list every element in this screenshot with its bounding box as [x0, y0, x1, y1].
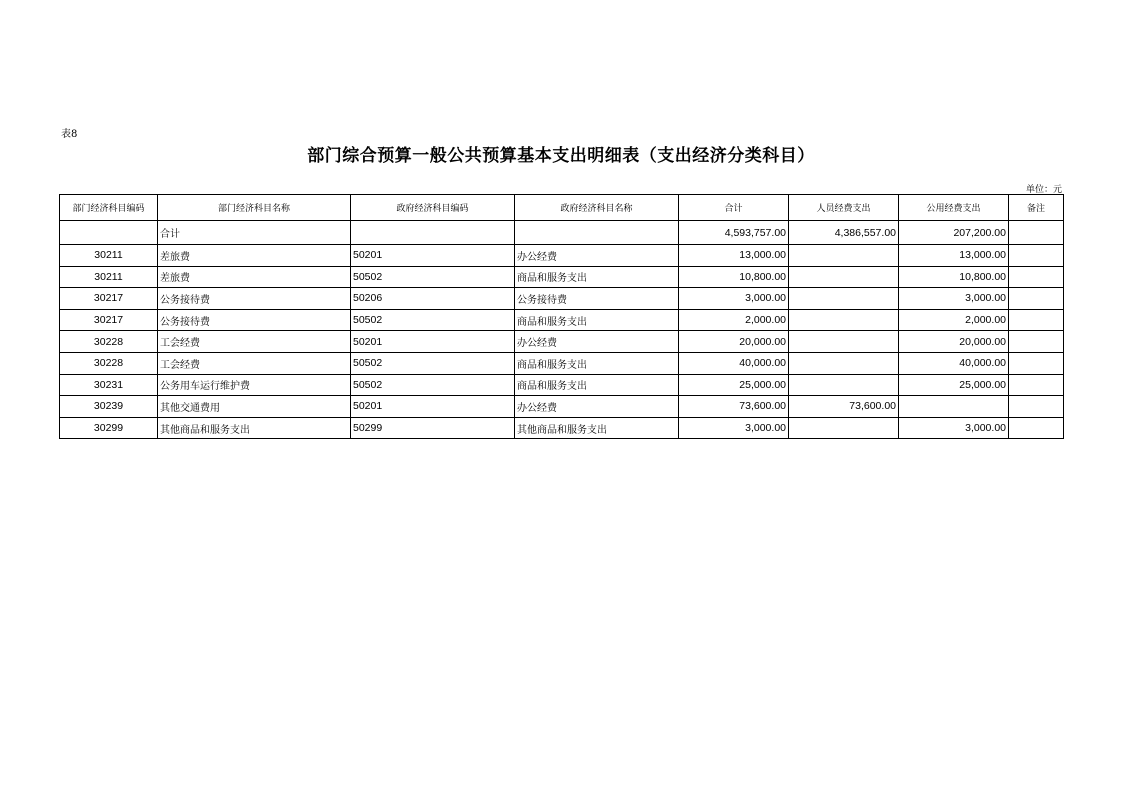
cell-gov-name: 商品和服务支出 — [515, 309, 679, 331]
cell-gov-name: 商品和服务支出 — [515, 352, 679, 374]
cell-public: 13,000.00 — [899, 245, 1009, 267]
header-total: 合计 — [679, 195, 789, 221]
cell-gov-name: 办公经费 — [515, 396, 679, 418]
cell-gov-code: 50502 — [351, 309, 515, 331]
table-row — [60, 396, 1064, 418]
cell-dept-name: 公务用车运行维护费 — [158, 374, 351, 396]
table-row — [60, 331, 1064, 353]
unit-label: 单位：元 — [1025, 185, 1062, 195]
cell-dept-name: 公务接待费 — [158, 288, 351, 310]
header-dept-code: 部门经济科目编码 — [60, 195, 158, 221]
cell-total: 2,000.00 — [679, 309, 789, 331]
cell-public: 207,200.00 — [899, 221, 1009, 245]
cell-public: 20,000.00 — [899, 331, 1009, 353]
cell-note — [1009, 352, 1064, 374]
table-row — [60, 245, 1064, 267]
cell-gov-name: 其他商品和服务支出 — [515, 417, 679, 439]
table-row — [60, 417, 1064, 439]
cell-personnel — [789, 309, 899, 331]
cell-personnel: 4,386,557.00 — [789, 221, 899, 245]
cell-dept-code: 30228 — [60, 352, 158, 374]
cell-dept-code: 30231 — [60, 374, 158, 396]
cell-total: 10,800.00 — [679, 266, 789, 288]
cell-dept-name: 其他交通费用 — [158, 396, 351, 418]
cell-total: 3,000.00 — [679, 417, 789, 439]
table-row — [60, 374, 1064, 396]
cell-gov-code: 50502 — [351, 352, 515, 374]
cell-gov-code: 50502 — [351, 266, 515, 288]
cell-dept-name: 差旅费 — [158, 266, 351, 288]
cell-total: 25,000.00 — [679, 374, 789, 396]
cell-public: 10,800.00 — [899, 266, 1009, 288]
header-gov-name: 政府经济科目名称 — [515, 195, 679, 221]
cell-note — [1009, 331, 1064, 353]
table-row — [60, 288, 1064, 310]
page-title: 部门综合预算一般公共预算基本支出明细表（支出经济分类科目） — [307, 146, 815, 166]
cell-dept-name: 其他商品和服务支出 — [158, 417, 351, 439]
header-gov-code: 政府经济科目编码 — [351, 195, 515, 221]
cell-dept-code: 30211 — [60, 266, 158, 288]
cell-dept-name: 公务接待费 — [158, 309, 351, 331]
cell-dept-code: 30228 — [60, 331, 158, 353]
cell-public: 2,000.00 — [899, 309, 1009, 331]
cell-dept-code: 30211 — [60, 245, 158, 267]
cell-personnel — [789, 288, 899, 310]
cell-dept-name: 工会经费 — [158, 331, 351, 353]
cell-dept-code: 30299 — [60, 417, 158, 439]
cell-public: 40,000.00 — [899, 352, 1009, 374]
cell-dept-name: 差旅费 — [158, 245, 351, 267]
cell-gov-code: 50201 — [351, 396, 515, 418]
cell-note — [1009, 374, 1064, 396]
cell-note — [1009, 221, 1064, 245]
table-row — [60, 309, 1064, 331]
cell-note — [1009, 245, 1064, 267]
total-row — [60, 221, 1064, 245]
cell-total: 3,000.00 — [679, 288, 789, 310]
table-number: 表8 — [61, 129, 78, 140]
header-note: 备注 — [1009, 195, 1064, 221]
cell-note — [1009, 288, 1064, 310]
cell-personnel — [789, 331, 899, 353]
cell-total: 20,000.00 — [679, 331, 789, 353]
cell-dept-code: 30217 — [60, 309, 158, 331]
cell-gov-name — [515, 221, 679, 245]
cell-public: 3,000.00 — [899, 417, 1009, 439]
cell-total: 13,000.00 — [679, 245, 789, 267]
cell-dept-name: 工会经费 — [158, 352, 351, 374]
cell-dept-code: 30217 — [60, 288, 158, 310]
cell-gov-code: 50201 — [351, 245, 515, 267]
cell-total: 4,593,757.00 — [679, 221, 789, 245]
table-row — [60, 352, 1064, 374]
cell-gov-name: 办公经费 — [515, 245, 679, 267]
cell-gov-name: 公务接待费 — [515, 288, 679, 310]
cell-dept-code — [60, 221, 158, 245]
header-dept-name: 部门经济科目名称 — [158, 195, 351, 221]
cell-note — [1009, 396, 1064, 418]
cell-note — [1009, 309, 1064, 331]
cell-gov-code: 50206 — [351, 288, 515, 310]
header-row — [60, 195, 1064, 221]
cell-public: 25,000.00 — [899, 374, 1009, 396]
budget-table — [59, 194, 1064, 439]
cell-gov-name: 办公经费 — [515, 331, 679, 353]
cell-gov-name: 商品和服务支出 — [515, 374, 679, 396]
cell-gov-name: 商品和服务支出 — [515, 266, 679, 288]
cell-gov-code: 50201 — [351, 331, 515, 353]
cell-personnel — [789, 266, 899, 288]
cell-personnel — [789, 245, 899, 267]
cell-note — [1009, 417, 1064, 439]
cell-dept-code: 30239 — [60, 396, 158, 418]
cell-personnel: 73,600.00 — [789, 396, 899, 418]
cell-public — [899, 396, 1009, 418]
cell-personnel — [789, 352, 899, 374]
cell-note — [1009, 266, 1064, 288]
header-public: 公用经费支出 — [899, 195, 1009, 221]
cell-total: 73,600.00 — [679, 396, 789, 418]
cell-total: 40,000.00 — [679, 352, 789, 374]
cell-personnel — [789, 417, 899, 439]
cell-public: 3,000.00 — [899, 288, 1009, 310]
table-row — [60, 266, 1064, 288]
cell-dept-name: 合计 — [158, 221, 351, 245]
cell-gov-code: 50299 — [351, 417, 515, 439]
cell-gov-code: 50502 — [351, 374, 515, 396]
cell-gov-code — [351, 221, 515, 245]
header-personnel: 人员经费支出 — [789, 195, 899, 221]
cell-personnel — [789, 374, 899, 396]
